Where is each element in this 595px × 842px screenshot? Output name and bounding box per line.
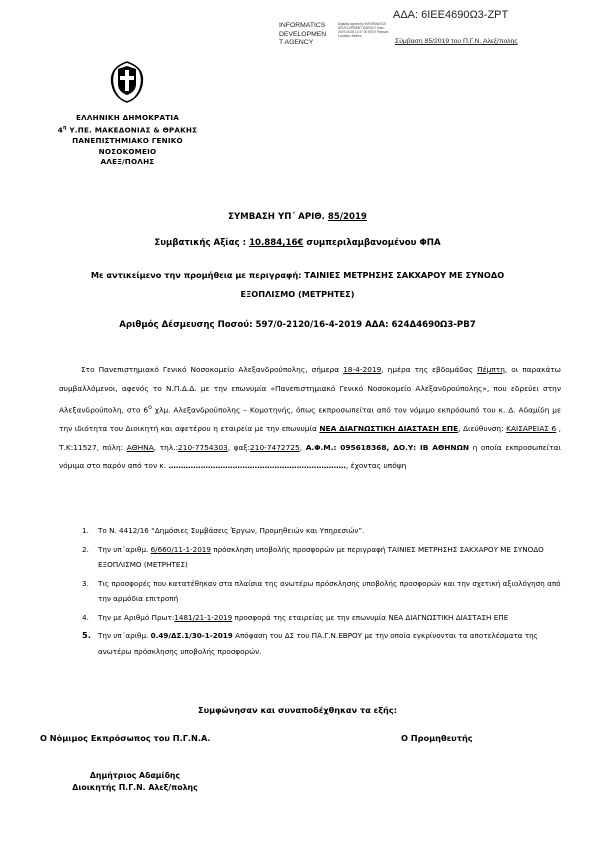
contract-intro-paragraph: Στο Πανεπιστημιακό Γενικό Νοσοκομείο Αλεξανδρούπολης, σήμερα 18-4-2019, ημέρα της εβδομάδας Πέμπτη, οι παρακάτω συμβαλλόμενοι, αφενός το Ν.Π.Δ.Δ. με την επωνυμία «Πανεπιστημιακό Γενικό Νοσοκομείο Αλεξανδρούπολης», που εδρεύει στην Αλεξανδρούπολη, στο $6^o$ χλμ. Αλεξανδρούπολης – Κομοτηνής, όπως εκπροσωπείται από τον νόμιμο εκπρόσωπό του κ. Δ. Αδαμίδη με την ιδιότητα του Διοικητή και αφετέρου η εταιρεία με την επωνυμία ΝΕΑ ΔΙΑΓΝΩΣΤΙΚΗ ΔΙΑΣΤΑΣΗ ΕΠΕ, Διεύθυνση: ΚΑΙΣΑΡΕΙΑΣ 6 , Τ.Κ:11527, πόλη: ΑΘΗΝΑ, τηλ.:210-7754303, φαξ:210-7472725, Α.Φ.Μ.: 095618368, ΔΟ.Υ: ΙΒ ΑΘΗΝΩΝ η οποία εκπροσωπείται νόμιμα στο παρόν από τον κ. ………………………………………………………………, έχοντας υπόψη (59, 365, 562, 471)
list-item: 3. Τις προσφορές που κατατέθηκαν στα πλαίσια της ανωτέρω πρόσκλησης υποβολής προσφορών και την σχετική αξιολόγηση από την αρμόδια επιτροπή (82, 578, 561, 603)
contract-subject: Με αντικείμενο την προμήθεια με περιγραφή: ΤΑΙΝΙΕΣ ΜΕΤΡΗΣΗΣ ΣΑΚΧΑΡΟΥ ΜΕ ΣΥΝΟΔΟ ΕΞΟΠΛΙΣΜΟ (ΜΕΤΡΗΤΕΣ) (90, 270, 505, 299)
supplier-label: Ο Προμηθευτής (401, 733, 473, 743)
ida-logo-line1: INFORMATICS (279, 22, 326, 29)
organization-header (40, 113, 215, 167)
contract-day: Πέμπτη (477, 365, 505, 374)
supplier-name: ΝΕΑ ΔΙΑΓΝΩΣΤΙΚΗ ΔΙΑΣΤΑΣΗ ΕΠΕ (319, 423, 459, 433)
ida-logo-line3: T AGENCY (279, 39, 314, 47)
supplier-city: ΑΘΗΝΑ (126, 442, 154, 452)
ida-logo-line2: DEVELOPMEN (279, 30, 327, 38)
header-line-3: ΠΑΝΕΠΙΣΤΗΜΙΑΚΟ ΓΕΝΙΚΟ (72, 136, 183, 146)
header-line-5: ΑΛΕΞ/ΠΟΛΗΣ (100, 157, 155, 167)
contract-amount: 10.884,16€ (249, 238, 304, 248)
ada-code: ΑΔΑ: 6ΙΕΕ4690Ω3-ΖΡΤ (393, 9, 509, 21)
supplier-tax-id: Α.Φ.Μ.: 095618368, ΔΟ.Υ: ΙΒ ΑΘΗΝΩΝ (305, 442, 470, 452)
contract-title: ΣΥΜΒΑΣΗ ΥΠ΄ ΑΡΙΘ. 85/2019 (228, 212, 367, 222)
supplier-fax: 210-7472725 (250, 442, 300, 452)
ida-logo (279, 22, 326, 48)
signer-name: Δημήτριος Αδαμίδης (89, 771, 181, 780)
considerations-list (82, 523, 562, 662)
list-item: 1. Το Ν. 4412/16 “Δημόσιες Συμβάσεις Έργων, Προμηθειών και Υπηρεσιών”. (82, 526, 365, 535)
signer-block (50, 770, 220, 794)
greek-emblem-icon (106, 60, 148, 104)
header-line-1: ΕΛΛΗΝΙΚΗ ΔΗΜΟΚΡΑΤΙΑ (75, 113, 179, 122)
agreement-heading: Συμφώνησαν και συναποδέχθηκαν τα εξής: (197, 705, 398, 715)
commitment-number: Αριθμός Δέσμευσης Ποσού: 597/0-2120/16-4-2019 ΑΔΑ: 624Δ4690Ω3-ΡΒ7 (119, 320, 476, 330)
contract-reference: Σύμβαση 85/2019 του Π.Γ.Ν. Αλεξ/πολης (395, 38, 518, 45)
contract-date: 18-4-2019 (343, 365, 382, 374)
signer-role: Διοικητής Π.Γ.Ν. Αλεξ/πολης (72, 783, 198, 792)
list-item: 4. Την με Αριθμό Πρωτ:1481/21-1-2019 προσφορά της εταιρείας με την επωνυμία ΝΕΑ ΔΙΑΓΝΩΣΤΙΚΗ ΔΙΑΣΤΑΣΗ ΕΠΕ (82, 612, 509, 622)
hospital-representative-label: Ο Νόμιμος Εκπρόσωπος του Π.Γ.Ν.Α. (40, 733, 211, 743)
contract-value: Συμβατικής Αξίας : 10.884,16€ συμπεριλαμβανομένου ΦΠΑ (154, 238, 441, 248)
supplier-phone: 210-7754303 (178, 442, 228, 452)
list-item: 5. Την υπ΄αριθμ. 0.49/ΔΣ.1/30-1-2019 Απόφαση του ΔΣ του ΠΑ.Γ.Ν.ΕΒΡΟΥ με την οποία εγκρίνονται τα αποτελέσματα της ανωτέρω πρόσκλησης υποβολής προσφορών. (82, 630, 538, 656)
supplier-address: ΚΑΙΣΑΡΕΙΑΣ 6 (506, 423, 557, 433)
list-item: 2. Την υπ΄αριθμ. 6/660/11-1-2019 πρόσκληση υποβολής προσφορών με περιγραφή ΤΑΙΝΙΕΣ ΜΕΤΡΗΣΗΣ ΣΑΚΧΑΡΟΥ ΜΕ ΣΥΝΟΔΟ ΕΞΟΠΛΙΣΜΟ (ΜΕΤΡΗΤΕΣ) (82, 544, 544, 569)
digital-signature-text: Digitally signed by INFORMATICS DEVELOPMENT AGENCY Date: 2019.05.06 12:47:00 EEST Reason: Location: Athens (338, 22, 390, 38)
header-line-2: $4^\eta$ Υ.ΠΕ. ΜΑΚΕΔΟΝΙΑΣ & ΘΡΑΚΗΣ (57, 125, 198, 135)
contract-number: 85/2019 (327, 212, 367, 222)
header-line-4: ΝΟΣΟΚΟΜΕΙΟ (98, 146, 157, 156)
